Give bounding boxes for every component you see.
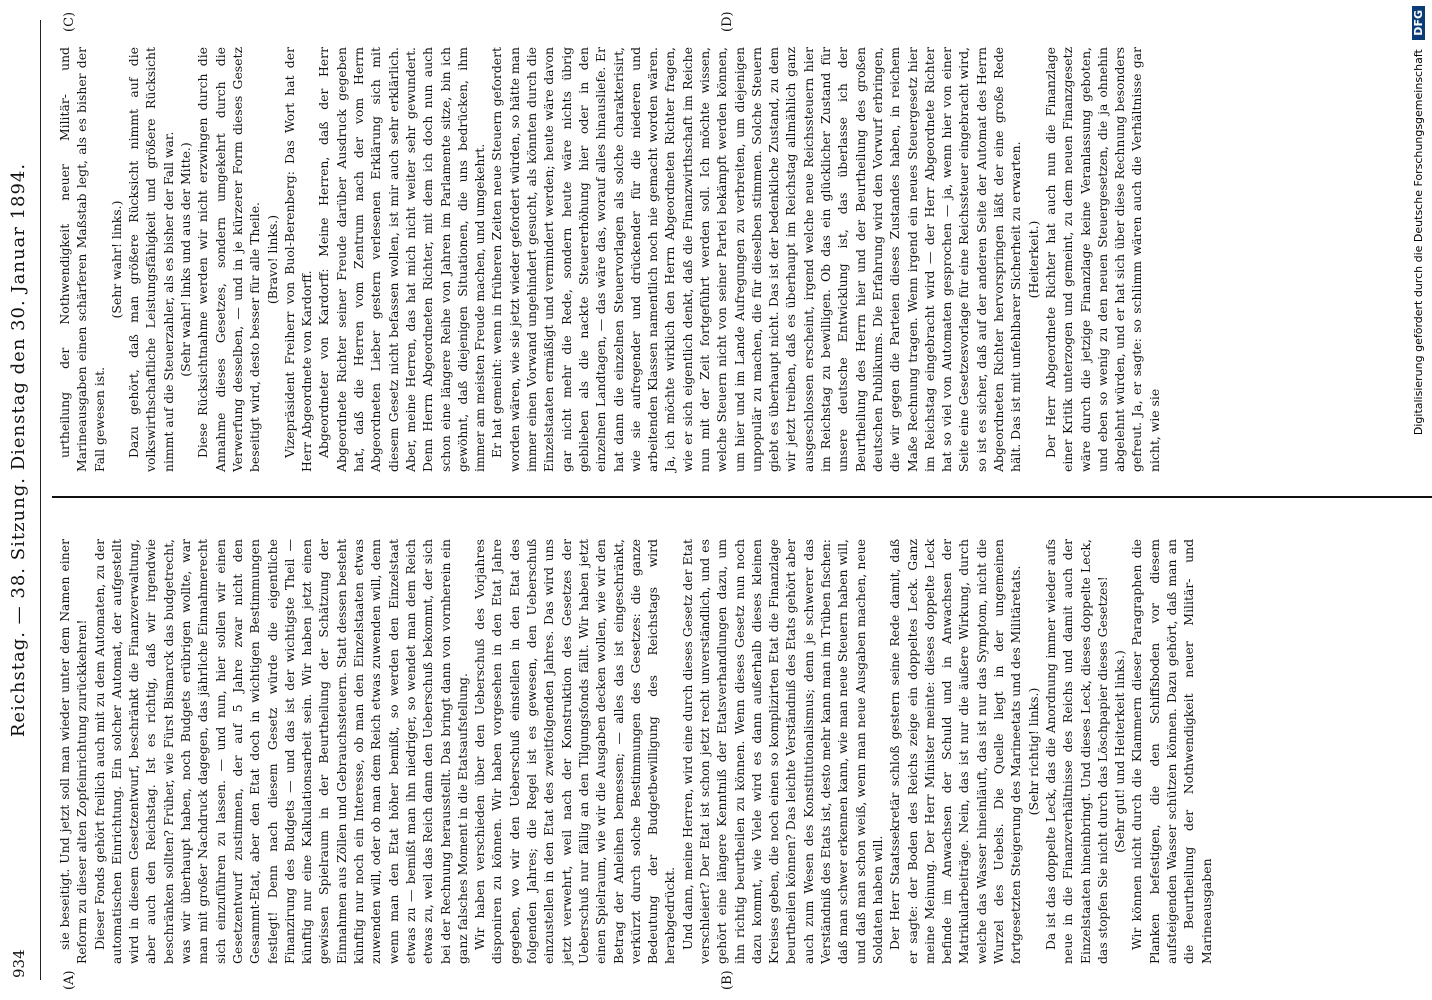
interjection: (Sehr wahr! links und aus der Mitte.): [178, 142, 194, 377]
paragraph: Da ist das doppelte Leck, das die Anordnung immer wieder aufs neue in die Finanzverhältnisse des Reichs und damit auch der Einzelstaaten hineinbringt. Und dieses Leck, dieses doppelte Leck, das stopfen Sie nicht durch das Löschpapier dieses Gesetzes!: [1042, 539, 1110, 964]
interjection: (Sehr richtig! links.): [1025, 687, 1041, 816]
interjection: (Heiterkeit.): [1025, 220, 1041, 299]
page-number: 934: [10, 949, 28, 978]
dfg-logo: DFG: [1412, 6, 1425, 40]
page-header-title: Reichstag. — 38. Sitzung. Dienstag den 30. Januar 1894.: [8, 162, 29, 738]
margin-letter-d: (D): [720, 11, 735, 32]
speaker-paragraph: Abgeordneter von Kardorff: Meine Herren, daß der Herr Abgeordnete Richter seiner Freude darüber Ausdruck gegeben hat, daß die Herren vom Zentrum nach der vom Herrn Abgeordneten Lieber gestern verlesenen Erklärung sich mit diesem Gesetz nicht befassen wollen, ist mir auch sehr erklärlich. Aber, meine Herren, das hat mich nicht weiter sehr gewundert. Denn Herrn Abgeordneten Richter, mit dem ich doch nun auch schon eine längere Reihe von Jahren im Parlamente sitze, bin ich gewöhnt, daß diejenigen Situationen, die uns bedrücken, ihm immer am meisten Freude machen, und umgekehrt.: [316, 47, 488, 472]
paragraph: Dazu gehört, daß man größere Rücksicht nimmt auf die volkswirthschaftliche Leistungsfähigkeit und größere Rücksicht nimmt auf die Steuerzahler, als es bisher der Fall war.: [126, 47, 176, 472]
paragraph: Wir können nicht durch die Klammern dieser Paragraphen die Planken befestigen, die den Schiffsboden vor diesem aufsteigenden Wasser schützen können. Dazu gehört, daß man an die Beurtheilung der Nothwendigkeit neuer Militär- und Marineausgaben: [1129, 539, 1214, 964]
paragraph: Und dann, meine Herren, wird eine durch dieses Gesetz der Etat verschleiert? Der Etat ist schon jetzt recht unverständlich, und es gehört eine längere Kenntniß der Etatsverhandlungen dazu, um ihn richtig beurtheilen zu können. Wenn dieses Gesetz nun noch dazu kommt, wie Viele wird es dann außerhalb dieses kleinen Kreises geben, die noch einen so komplizirten Etat die Finanzlage beurtheilen können? Das leichte Verständniß des Etats gehört aber auch zum Wesen des Konstitutionalismus; denn je schwerer das Verständniß des Etats ist, desto mehr kann man im Trüben fischen: daß man schwer erkennen kann, wie man neue Steuern haben will, und daß man schon weiß, wenn man neue Ausgaben machen, neue Soldaten haben will.: [679, 539, 885, 964]
margin-letter-b: (B): [720, 970, 735, 990]
margin-letter-a: (A): [62, 970, 77, 990]
text-column-right: [56, 47, 1426, 472]
paragraph: sie beseitigt. Und jetzt soll man wieder unter dem Namen einer Reform zu dieser alten Zopfeinrichtung zurückkehren!: [57, 539, 90, 964]
paragraph: Diese Rücksichtnahme werden wir nicht erzwingen durch die Annahme dieses Gesetzes, sondern umgekehrt durch die Verwerfung desselben, — und in je kürzerer Form dieses Gesetz beseitigt wird, desto besser für alle Theile.: [195, 47, 263, 472]
interjection: (Sehr wahr! links.): [108, 200, 124, 319]
paragraph: Er hat gemeint: wenn in früheren Zeiten neue Steuern gefordert worden wären, wie sie jetzt wieder gefordert würden, so hätte man immer einen Vorwand ungehindert gesucht, als könnten durch die Einzelstaaten ermäßigt und vermindert werden; heute wäre davon gar nicht mehr die Rede, sondern heute wäre nichts übrig geblieben als die nackte Steuererhöhung hier oder in den einzelnen Landtagen, — das wäre das, worauf alles hinausliefe. Er hat dann die einzelnen Steuervorlagen als solche charakterisirt, wie sie aufregender und drückender für die niederen und arbeitenden Klassen namentlich noch nie gemacht worden wären. Ja, ich möchte wirklich den Herrn Abgeordneten Richter fragen, wie er sich eigentlich denkt, daß die Finanzwirthschaft im Reiche nun mit der Zeit fortgeführt werden soll. Ich möchte wissen, welche Steuern nicht von seiner Partei bekämpft werden können, um hier und im Lande Aufregungen zu verbreiten, um diejenigen unpopulär zu machen, die für dieselben stimmen. Solche Steuern giebt es überhaupt nicht. Das ist der bedenkliche Zustand, zu dem wir jetzt treiben, daß es überhaupt im Reichstag allmählich ganz ausgeschlossen erscheint, irgend welche neue Reichssteuern hier im Reichstag zu bewilligen. Ob das ein glücklicher Zustand für unsere deutsche Entwicklung ist, das überlasse ich der Beurtheilung des Herrn hier und der Beurtheilung des großen deutschen Publikums. Die Erfahrung wird den Vorwurf erbringen, die wir gegen die Parteien dieses Zustandes haben, in reichem Maße Rechnung tragen. Wenn irgend ein neues Steuergesetz hier im Reichstag eingebracht wird — der Herr Abgeordnete Richter hat so viel von Automaten gesprochen — ja, wenn hier von einer Seite eine Gesetzesvorlage für eine Reichssteuer eingebracht wird, so ist es sicher, daß auf der anderen Seite der Automat des Herrn Abgeordneten Richter hervorspringen läßt der eine große Rede hält. Das ist mit unfehlbarer Sicherheit zu erwarten.: [489, 47, 1024, 472]
column-divider: [52, 496, 1432, 498]
interjection: (Sehr gut! und Heiterkeit links.): [1112, 650, 1128, 853]
dfg-footer: [1408, 0, 1430, 1000]
text-column-left: [56, 539, 1426, 964]
margin-letter-c: (C): [62, 11, 77, 32]
paragraph: Der Herr Staatssekretär schloß gestern seine Rede damit, daß er sagte: der Boden des Reichs zeige ein doppeltes Leck. Ganz meine Meinung. Der Herr Minister meinte: dieses doppelte Leck befinde im Anwachsen der Schuld und in Anwachsen der Matrikularbeiträge. Nein, das ist nur die äußere Wirkung, durch welche das Wasser hineinläuft, das ist nur das Symptom, nicht die Wurzel des Uebels. Die Quelle liegt in der ungemeinen fortgesetzten Steigerung des Marineetats und des Militäretats.: [887, 539, 1024, 964]
paragraph: Der Herr Abgeordnete Richter hat auch nun die Finanzlage einer Kritik unterzogen und gemeint, zu dem neuen Finanzgesetz wäre durch die jetzige Finanzlage keine Veranlassung geboten, und eben so wenig zu den neuen Steuergesetzen, die ja ohnehin abgelehnt würden, und er hat sich über diese Rechnung besonders gefreut. Ja, er sagte: so schlimm wären auch die Verhältnisse gar nicht, wie sie: [1042, 47, 1162, 472]
speaker-paragraph: Vizepräsident Freiherr von Buol-Berenberg: Das Wort hat der Herr Abgeordnete von Kardorff.: [281, 47, 315, 472]
paragraph: Dieser Fonds gehört freilich auch mit zu dem Automaten, zu der automatischen Einrichtung. Ein solcher Automat, der aufgestellt wird in diesem Gesetzentwurf, beschränkt die Finanzverwaltung, aber auch den Reichstag. Ist es richtig, daß wir irgendwie beschränken sollten? Früher, wie Fürst Bismarck das budgetrecht, was wir überhaupt haben, noch Budgets erübrigen wollte, war man mit großer Nachdruck dagegen, das jährliche Einnahmerecht sich einzuführen zu lassen. — und nun, hier sollen wir einen Gesetzentwurf zustimmen, der auf 5 Jahre zwar nicht den Gesammt-Etat, aber den Etat doch in wichtigen Bestimmungen festlegt! Denn nach diesem Gesetz würde die eigentliche Finanzirung des Budgets — und das ist der wichtigste Theil — künftig nur eine Kalkulationsarbeit sein. Wir haben jetzt einen gewissen Spielraum in der Beurtheilung der Schätzung der Einnahmen aus Zöllen und Gebrauchssteuern. Statt dessen besteht künftig nur noch ein Interesse, ob man den Einzelstaaten etwas zuwenden will, oder ob man dem Reich etwas zuwenden will, denn wenn man den Etat höher bemißt, so werden den Einzelstaat etwas zu — bemißt man ihn niedriger, so wendet man dem Reich etwas zu, weil das Reich dann den Ueberschuß bekommt, der sich bei der Rechnung herausstellt. Das bringt dann von vornherein ein ganz falsches Moment in die Etatsaufstellung.: [91, 539, 470, 964]
dfg-footer-text: Digitalisierung gefördert durch die Deutsche Forschungsgemeinschaft: [1412, 49, 1425, 436]
header-rule: [40, 20, 41, 980]
dfg-footer-strip: [1408, 0, 1430, 1000]
paragraph: Wir haben verschieden über den Ueberschuß des Vorjahres disponiren zu können. Wir haben vorgesehen in den Etat Jahre gegeben, wo wir den Ueberschuß einstellen in den Etat des folgenden Jahres; die Regel ist es gewesen, den Ueberschuß einzustellen in den Etat des zweitfolgenden Jahres. Das wird uns jetzt verwehrt, weil nach der Konstruktion des Gesetzes der Ueberschuß nur fällig an den Tilgungsfonds fällt. Wir haben jetzt einen Spielraum, wie wir die Ausgaben decken wollen, wie wir den Betrag der Anleihen bemessen; — alles das ist eingeschränkt, verkürzt durch solche Bestimmungen des Gesetzes: die ganze Bedeutung der Budgetbewilligung des Reichstags wird herabgedrückt.: [472, 539, 678, 964]
interjection: (Bravo! links.): [264, 214, 280, 305]
paragraph: urtheilung der Nothwendigkeit neuer Militär- und Marineausgaben einen schärferen Maßstab legt, als es bisher der Fall gewesen ist.: [57, 47, 107, 472]
